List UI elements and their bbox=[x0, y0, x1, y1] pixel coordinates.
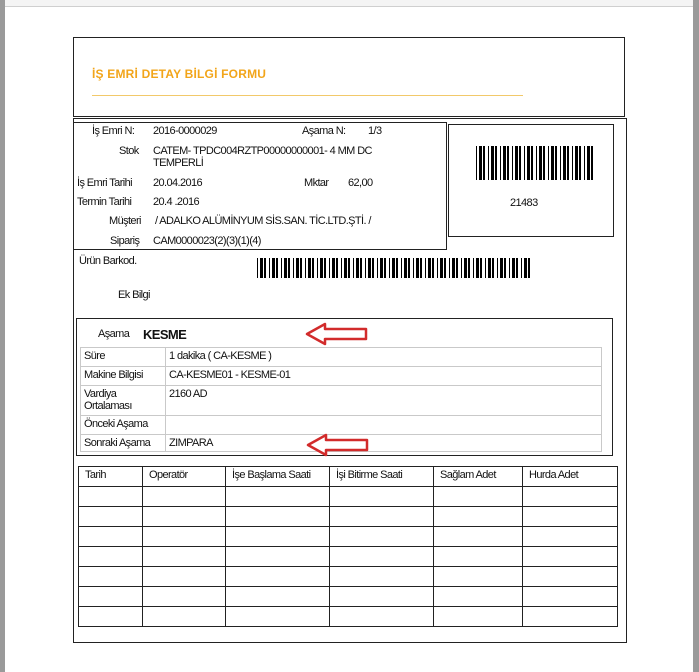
next-stage-value: ZIMPARA bbox=[166, 435, 602, 452]
table-cell bbox=[79, 567, 143, 587]
table-cell bbox=[143, 507, 226, 527]
title-underline bbox=[92, 95, 523, 96]
table-cell bbox=[330, 527, 434, 547]
form-title: İŞ EMRİ DETAY BİLGİ FORMU bbox=[92, 67, 267, 81]
arrow-left-icon bbox=[305, 322, 369, 346]
table-cell bbox=[523, 527, 618, 547]
termin-tarihi-value: 20.4 .2016 bbox=[153, 196, 199, 208]
table-cell bbox=[143, 587, 226, 607]
table-cell bbox=[434, 587, 523, 607]
table-cell bbox=[523, 607, 618, 627]
miktar-value: 62,00 bbox=[348, 177, 373, 189]
table-cell bbox=[226, 527, 330, 547]
table-cell bbox=[330, 547, 434, 567]
table-cell bbox=[330, 507, 434, 527]
extra-info-label: Ek Bilgi bbox=[118, 289, 150, 301]
table-cell bbox=[79, 527, 143, 547]
table-header-row bbox=[79, 467, 618, 487]
is-emri-tarihi-value: 20.04.2016 bbox=[153, 177, 203, 189]
table-cell bbox=[143, 567, 226, 587]
operations-table bbox=[78, 466, 618, 627]
table-cell bbox=[523, 487, 618, 507]
table-row bbox=[79, 607, 618, 627]
table-cell bbox=[434, 547, 523, 567]
table-cell bbox=[523, 547, 618, 567]
table-row bbox=[81, 416, 602, 435]
duration-value: 1 dakika ( CA-KESME ) bbox=[166, 348, 602, 367]
siparis-value: CAM0000023(2)(3)(1)(4) bbox=[153, 235, 261, 247]
table-cell bbox=[434, 487, 523, 507]
col-header-end-time: İşi Bitirme Saati bbox=[330, 467, 434, 487]
table-cell bbox=[226, 487, 330, 507]
table-cell bbox=[330, 607, 434, 627]
table-cell bbox=[434, 507, 523, 527]
table-cell bbox=[79, 607, 143, 627]
table-cell bbox=[79, 487, 143, 507]
stok-label: Stok bbox=[119, 145, 139, 157]
stage-value: KESME bbox=[143, 327, 187, 342]
table-row bbox=[79, 527, 618, 547]
siparis-label: Sipariş bbox=[110, 235, 140, 247]
table-cell bbox=[330, 487, 434, 507]
table-cell bbox=[523, 567, 618, 587]
table-cell bbox=[79, 547, 143, 567]
shift-average-label: Vardiya Ortalaması bbox=[81, 386, 166, 416]
work-order-barcode bbox=[476, 146, 594, 180]
table-row bbox=[79, 567, 618, 587]
table-row bbox=[79, 487, 618, 507]
window-right-edge bbox=[693, 0, 699, 672]
arrow-left-icon bbox=[306, 433, 370, 457]
previous-stage-value bbox=[166, 416, 602, 435]
table-row bbox=[79, 507, 618, 527]
table-cell bbox=[330, 587, 434, 607]
table-cell bbox=[434, 527, 523, 547]
is-emri-no-value: 2016-0000029 bbox=[153, 125, 217, 137]
asama-no-label: Aşama N: bbox=[302, 125, 346, 137]
col-header-good-count: Sağlam Adet bbox=[434, 467, 523, 487]
musteri-value: / ADALKO ALÜMİNYUM SİS.SAN. TİC.LTD.ŞTİ. / bbox=[155, 215, 371, 227]
col-header-operator: Operatör bbox=[143, 467, 226, 487]
table-cell bbox=[79, 507, 143, 527]
product-barcode-label: Ürün Barkod. bbox=[79, 255, 137, 267]
table-row bbox=[81, 367, 602, 386]
table-row bbox=[81, 386, 602, 416]
barcode-number: 21483 bbox=[510, 197, 538, 209]
product-barcode bbox=[257, 258, 533, 278]
musteri-label: Müşteri bbox=[109, 215, 141, 227]
next-stage-label: Sonraki Aşama bbox=[81, 435, 166, 452]
table-cell bbox=[523, 587, 618, 607]
window-top-edge bbox=[0, 0, 699, 7]
table-cell bbox=[523, 507, 618, 527]
duration-label: Süre bbox=[81, 348, 166, 367]
is-emri-tarihi-label: İş Emri Tarihi bbox=[77, 177, 132, 189]
table-cell bbox=[79, 587, 143, 607]
previous-stage-label: Önceki Aşama bbox=[81, 416, 166, 435]
stok-value-line2: TEMPERLİ bbox=[153, 157, 204, 169]
table-cell bbox=[143, 487, 226, 507]
asama-no-value: 1/3 bbox=[368, 125, 382, 137]
table-cell bbox=[226, 547, 330, 567]
barcode-box bbox=[448, 124, 614, 237]
table-row bbox=[79, 547, 618, 567]
col-header-date: Tarih bbox=[79, 467, 143, 487]
miktar-label: Mktar bbox=[304, 177, 329, 189]
col-header-start-time: İşe Başlama Saati bbox=[226, 467, 330, 487]
stage-label: Aşama bbox=[98, 328, 130, 340]
machine-info-label: Makine Bilgisi bbox=[81, 367, 166, 386]
is-emri-no-label: İş Emri N: bbox=[92, 125, 135, 137]
stok-value-line1: CATEM- TPDC004RZTP00000000001- 4 MM DC bbox=[153, 145, 372, 157]
table-cell bbox=[434, 607, 523, 627]
table-cell bbox=[226, 507, 330, 527]
table-cell bbox=[226, 567, 330, 587]
machine-info-value: CA-KESME01 - KESME-01 bbox=[166, 367, 602, 386]
table-cell bbox=[143, 607, 226, 627]
table-cell bbox=[143, 547, 226, 567]
table-cell bbox=[143, 527, 226, 547]
shift-average-value: 2160 AD bbox=[166, 386, 602, 416]
table-cell bbox=[226, 607, 330, 627]
table-cell bbox=[330, 567, 434, 587]
col-header-scrap-count: Hurda Adet bbox=[523, 467, 618, 487]
table-row bbox=[79, 587, 618, 607]
window-left-edge bbox=[0, 0, 5, 672]
table-cell bbox=[226, 587, 330, 607]
table-row bbox=[81, 348, 602, 367]
termin-tarihi-label: Termin Tarihi bbox=[77, 196, 132, 208]
table-cell bbox=[434, 567, 523, 587]
